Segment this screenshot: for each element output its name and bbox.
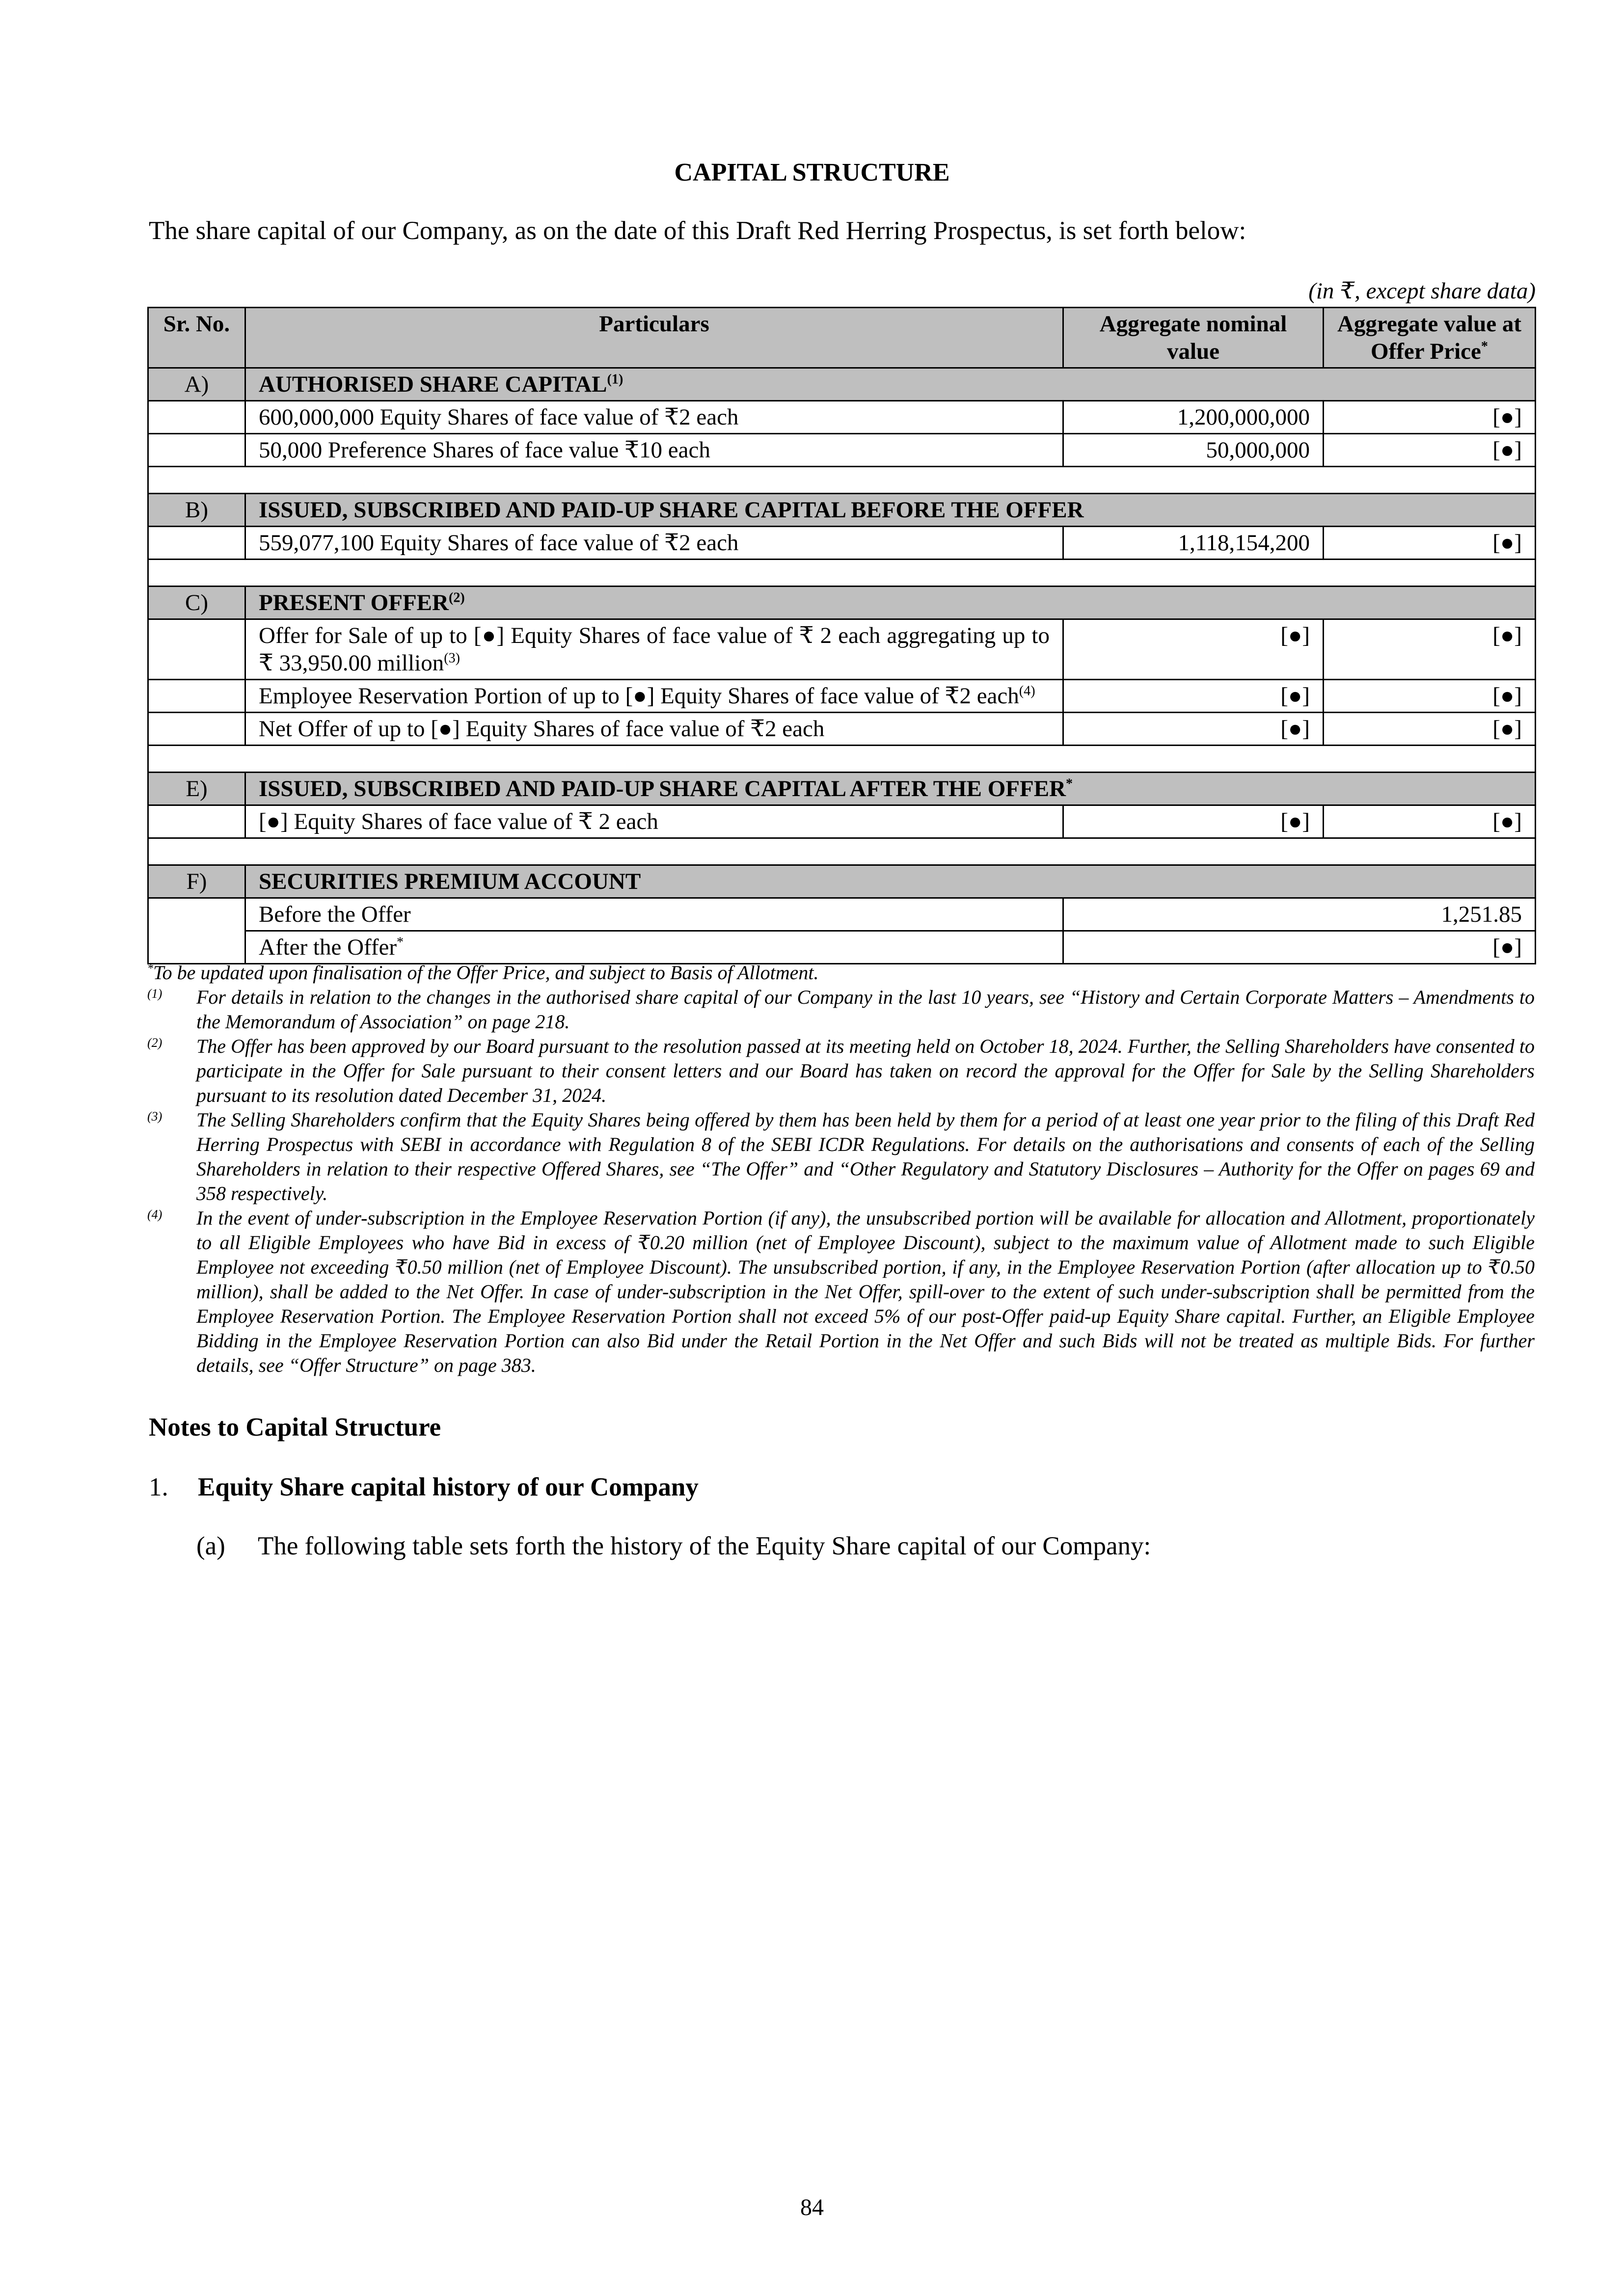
table-row bbox=[148, 680, 1536, 713]
section-title: AUTHORISED SHARE CAPITAL$^{(1)}$ bbox=[245, 368, 1536, 401]
section-sr: F) bbox=[148, 865, 245, 898]
particular-cell: 600,000,000 Equity Shares of face value of ₹2 each bbox=[245, 401, 1063, 434]
section-sr: C) bbox=[148, 587, 245, 619]
table-header-row bbox=[148, 308, 1536, 368]
nominal-cell: 1,200,000,000 bbox=[1063, 401, 1324, 434]
section-row-securities-premium bbox=[148, 865, 1536, 898]
section-row-issued-after bbox=[148, 773, 1536, 805]
section-title: ISSUED, SUBSCRIBED AND PAID-UP SHARE CAPITAL AFTER THE OFFER* bbox=[245, 773, 1536, 805]
offer-value-cell: [●] bbox=[1324, 680, 1536, 713]
nominal-cell: [●] bbox=[1063, 680, 1324, 713]
offer-value-cell: [●] bbox=[1324, 713, 1536, 746]
footnote-star: *To be updated upon finalisation of the Offer Price, and subject to Basis of Allotment. bbox=[147, 961, 819, 984]
section-title: PRESENT OFFER$^{(2)}$ bbox=[245, 587, 1536, 619]
header-nominal-value: Aggregate nominal value bbox=[1063, 308, 1324, 368]
item-1a-text: (a) The following table sets forth the history of the Equity Share capital of our Company: bbox=[196, 1532, 1151, 1560]
section-title: SECURITIES PREMIUM ACCOUNT bbox=[245, 865, 1536, 898]
nominal-cell: [●] bbox=[1063, 805, 1324, 838]
table-row bbox=[148, 713, 1536, 746]
spacer-row bbox=[148, 838, 1536, 865]
nominal-cell: 1,118,154,200 bbox=[1063, 527, 1324, 560]
header-sr-no: Sr. No. bbox=[148, 308, 245, 368]
header-offer-value: Aggregate value at Offer Price* bbox=[1324, 308, 1536, 368]
nominal-cell: 50,000,000 bbox=[1063, 434, 1324, 467]
table-row bbox=[148, 434, 1536, 467]
footnote-2: (2) The Offer has been approved by our Board pursuant to the resolution passed at its meeting held on October 18, 2024. Further, the Selling Shareholders have consented to participate in the Offer for Sale pursuant to their consent letters and our Board has taken on record the approval for the Offer for Sale by the Selling Shareholders pursuant to its resolution dated December 31, 2024. bbox=[147, 1035, 1535, 1106]
particular-cell: Employee Reservation Portion of up to [●] Equity Shares of face value of ₹2 each$^{(4)}$ bbox=[245, 680, 1063, 713]
offer-value-cell: [●] bbox=[1324, 805, 1536, 838]
table-row bbox=[148, 619, 1536, 680]
particular-cell: [●] Equity Shares of face value of ₹ 2 each bbox=[245, 805, 1063, 838]
table-row bbox=[148, 401, 1536, 434]
section-sr: E) bbox=[148, 773, 245, 805]
premium-value-cell: [●] bbox=[1063, 931, 1536, 964]
page-title: CAPITAL STRUCTURE bbox=[674, 159, 950, 187]
section-sr: B) bbox=[148, 494, 245, 527]
table-row bbox=[148, 931, 1536, 964]
section-row-present-offer bbox=[148, 587, 1536, 619]
notes-heading: Notes to Capital Structure bbox=[149, 1413, 441, 1442]
units-note: (in ₹, except share data) bbox=[1308, 278, 1536, 304]
offer-value-cell: [●] bbox=[1324, 434, 1536, 467]
header-particulars: Particulars bbox=[245, 308, 1063, 368]
spacer-row bbox=[148, 560, 1536, 587]
footnote-3: (3) The Selling Shareholders confirm that the Equity Shares being offered by them has been held by them for a period of at least one year prior to the filing of this Draft Red Herring Prospectus with SEBI in accordance with Regulation 8 of the SEBI ICDR Regulations. For details on the authorisations and consents of each of the Selling Shareholders in relation to their respective Offered Shares, see “The Offer” and “Other Regulatory and Statutory Disclosures – Authority for the Offer on pages 69 and 358 respectively. bbox=[147, 1109, 1535, 1204]
particular-cell: After the Offer* bbox=[245, 931, 1063, 964]
section-row-issued-before bbox=[148, 494, 1536, 527]
particular-cell: Net Offer of up to [●] Equity Shares of face value of ₹2 each bbox=[245, 713, 1063, 746]
footnote-4: (4) In the event of under-subscription in the Employee Reservation Portion (if any), the unsubscribed portion will be available for allocation and Allotment, proportionately to all Eligible Employees who have Bid in excess of ₹0.20 million (net of Employee Discount), subject to the maximum value of Allotment made to such Eligible Employee not exceeding ₹0.50 million (net of Employee Discount). The unsubscribed portion, if any, in the Employee Reservation Portion (after allocation up to ₹0.50 million), shall be added to the Net Offer. In case of under-subscription in the Net Offer, spill-over to the extent of such under-subscription shall be permitted from the Employee Reservation Portion. The Employee Reservation Portion shall not exceed 5% of our post-Offer paid-up Equity Share capital. Further, an Eligible Employee Bidding in the Employee Reservation Portion can also Bid under the Retail Portion in the Net Offer and such Bids will not be treated as multiple Bids. For further details, see “Offer Structure” on page 383. bbox=[147, 1207, 1535, 1376]
particular-cell: Offer for Sale of up to [●] Equity Shares of face value of ₹ 2 each aggregating up to ₹ 33,950.00 million$^{(3)}$ bbox=[245, 619, 1063, 680]
section-sr: A) bbox=[148, 368, 245, 401]
spacer-row bbox=[148, 746, 1536, 773]
offer-value-cell: [●] bbox=[1324, 619, 1536, 680]
item-1-heading: 1. Equity Share capital history of our Company bbox=[149, 1473, 699, 1501]
intro-text: The share capital of our Company, as on the date of this Draft Red Herring Prospectus, is set forth below: bbox=[149, 216, 1246, 245]
spacer-row bbox=[148, 467, 1536, 494]
table-row bbox=[148, 898, 1536, 931]
particular-cell: Before the Offer bbox=[245, 898, 1063, 931]
section-title: ISSUED, SUBSCRIBED AND PAID-UP SHARE CAPITAL BEFORE THE OFFER bbox=[245, 494, 1536, 527]
table-row bbox=[148, 527, 1536, 560]
particular-cell: 50,000 Preference Shares of face value ₹10 each bbox=[245, 434, 1063, 467]
nominal-cell: [●] bbox=[1063, 713, 1324, 746]
offer-value-cell: [●] bbox=[1324, 401, 1536, 434]
offer-value-cell: [●] bbox=[1324, 527, 1536, 560]
footnotes bbox=[147, 961, 1535, 1378]
capital-structure-table bbox=[147, 307, 1536, 964]
table-row bbox=[148, 805, 1536, 838]
page-number: 84 bbox=[800, 2194, 824, 2220]
particular-cell: 559,077,100 Equity Shares of face value of ₹2 each bbox=[245, 527, 1063, 560]
premium-value-cell: 1,251.85 bbox=[1063, 898, 1536, 931]
section-row-authorised bbox=[148, 368, 1536, 401]
footnote-1: (1) For details in relation to the changes in the authorised share capital of our Company in the last 10 years, see “History and Certain Corporate Matters – Amendments to the Memorandum of Association” on page 218. bbox=[147, 986, 1535, 1033]
nominal-cell: [●] bbox=[1063, 619, 1324, 680]
